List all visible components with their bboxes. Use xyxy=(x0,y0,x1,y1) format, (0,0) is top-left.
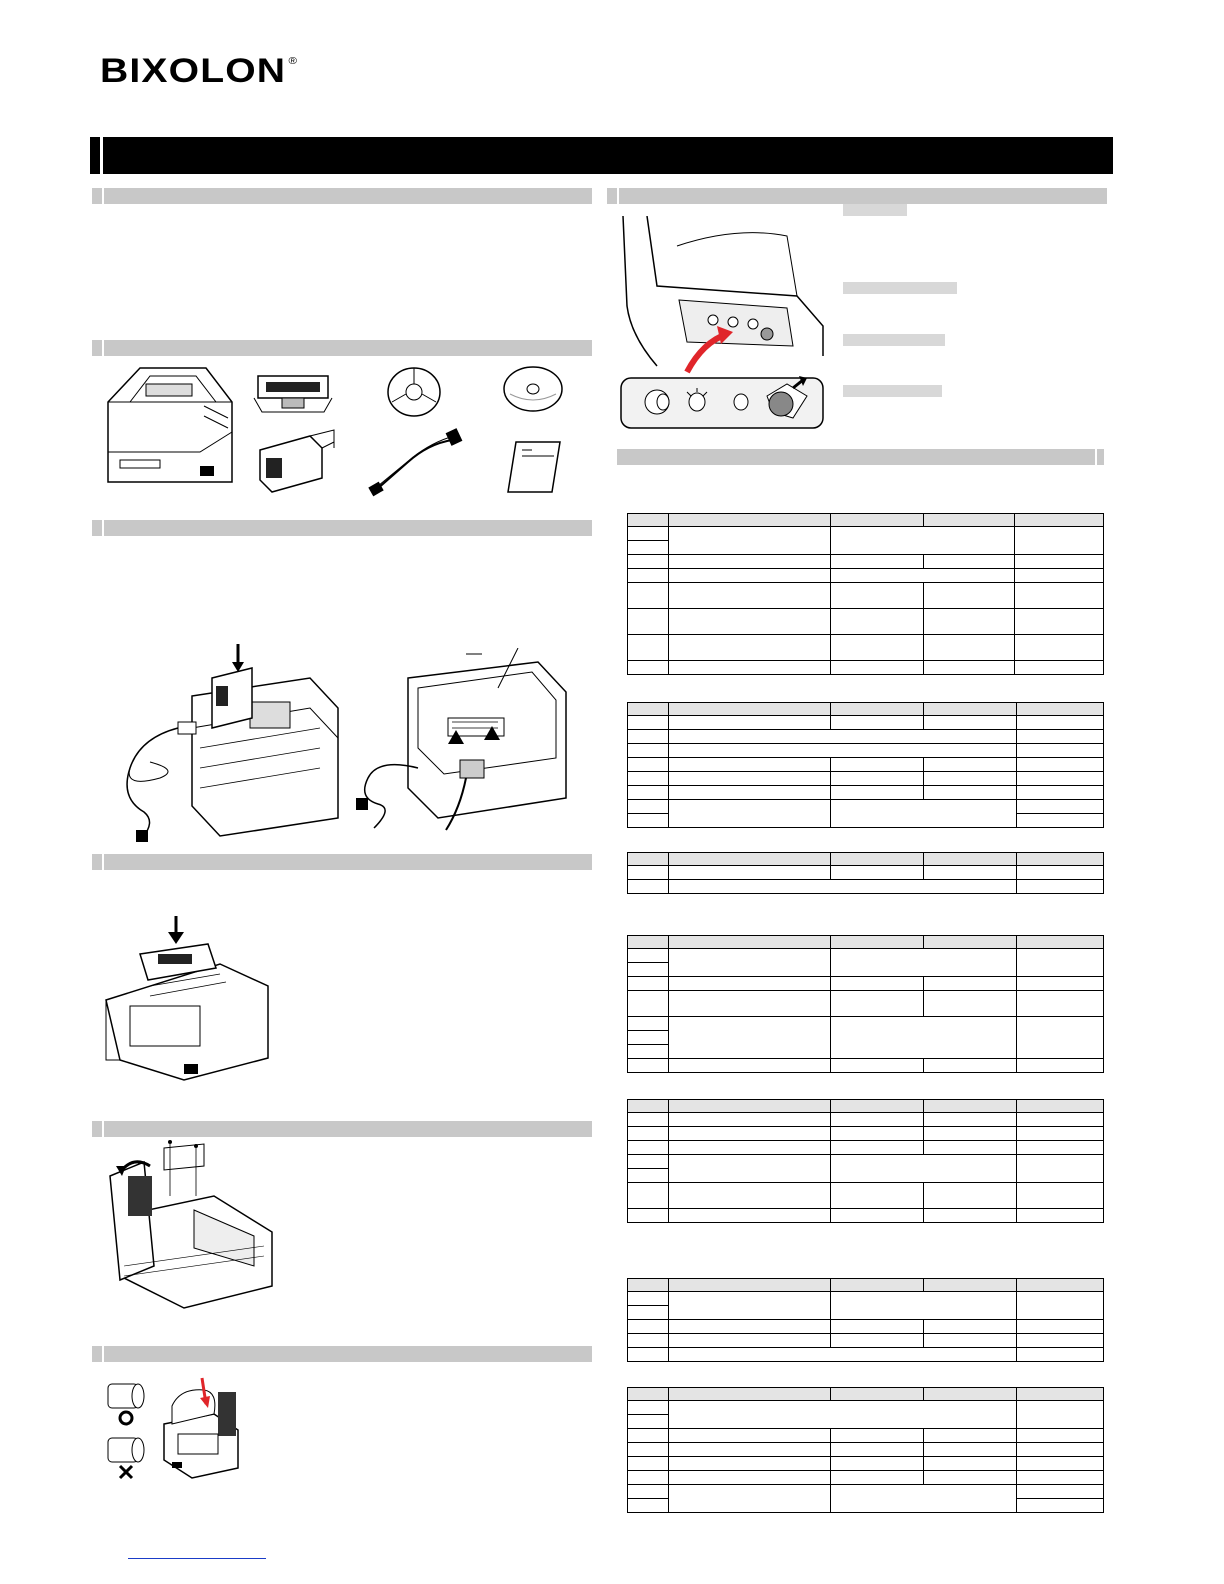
adapter-connection-illustration xyxy=(120,638,348,844)
table-row xyxy=(628,1183,1104,1209)
table-row xyxy=(628,866,1104,880)
table-row xyxy=(628,569,1104,583)
section-bar-3 xyxy=(92,520,592,536)
table-row xyxy=(628,1443,1104,1457)
paper-roll-correct-icon xyxy=(104,1380,148,1426)
table-row xyxy=(628,1209,1104,1223)
table-row xyxy=(628,1017,1104,1031)
section-bar-5 xyxy=(92,1121,592,1137)
table-row xyxy=(628,1334,1104,1348)
document-title-bar xyxy=(90,137,1113,174)
table-row xyxy=(628,1127,1104,1141)
label-placeholder-3 xyxy=(843,334,945,346)
table-row xyxy=(628,661,1104,675)
paper-roll-icon xyxy=(384,362,444,422)
table-row xyxy=(628,730,1104,744)
manual-booklet-icon xyxy=(506,440,562,494)
interface-connection-illustration xyxy=(348,648,570,844)
label-placeholder-1 xyxy=(843,204,907,216)
section-bar-6 xyxy=(92,1346,592,1362)
table-row xyxy=(628,1457,1104,1471)
paper-roll-wrong-icon xyxy=(104,1434,148,1480)
table-row xyxy=(628,1320,1104,1334)
table-row xyxy=(628,949,1104,963)
paper-load-illustration xyxy=(158,1374,242,1480)
table-header-row xyxy=(628,514,1104,527)
table-header-row xyxy=(628,1100,1104,1113)
table-header-row xyxy=(628,1388,1104,1401)
dip-switch-table-6 xyxy=(627,1278,1104,1362)
table-row xyxy=(628,991,1104,1017)
label-placeholder-2 xyxy=(843,282,957,294)
table-row xyxy=(628,1155,1104,1169)
table-row xyxy=(628,1141,1104,1155)
table-row xyxy=(628,583,1104,609)
registered-mark: ® xyxy=(288,56,299,67)
dip-switch-table-5 xyxy=(627,1099,1104,1223)
power-cord-icon xyxy=(368,426,468,498)
table-row xyxy=(628,1059,1104,1073)
ribbon-cassette-icon xyxy=(252,368,334,414)
table-row xyxy=(628,716,1104,730)
control-panel-illustration xyxy=(617,216,827,432)
table-header-row xyxy=(628,703,1104,716)
table-row xyxy=(628,527,1104,541)
dip-switch-table-3 xyxy=(627,852,1104,894)
table-row xyxy=(628,1471,1104,1485)
section-bar-4 xyxy=(92,854,592,870)
cover-removal-illustration xyxy=(104,1136,274,1312)
table-row xyxy=(628,744,1104,758)
table-row xyxy=(628,1429,1104,1443)
section-bar-2 xyxy=(92,340,592,356)
table-row xyxy=(628,609,1104,635)
printer-illustration xyxy=(100,362,236,498)
power-adapter-icon xyxy=(250,428,340,498)
table-row xyxy=(628,786,1104,800)
dip-switch-table-2 xyxy=(627,702,1104,828)
table-row xyxy=(628,1292,1104,1306)
table-row xyxy=(628,977,1104,991)
table-row xyxy=(628,635,1104,661)
table-row xyxy=(628,758,1104,772)
section-bar-1 xyxy=(92,188,592,204)
table-row xyxy=(628,1113,1104,1127)
dip-switch-table-7 xyxy=(627,1387,1104,1513)
table-header-row xyxy=(628,936,1104,949)
table-header-row xyxy=(628,853,1104,866)
section-bar-control-panel xyxy=(607,188,1107,204)
dip-switch-table-4 xyxy=(627,935,1104,1073)
table-row xyxy=(628,1348,1104,1362)
brand-logo-text: BIXOLON xyxy=(100,52,287,90)
section-bar-dip-switch xyxy=(617,449,1104,465)
dip-switch-table-1 xyxy=(627,513,1104,675)
table-row xyxy=(628,555,1104,569)
label-placeholder-4 xyxy=(843,385,942,397)
footer-link[interactable] xyxy=(128,1558,266,1559)
table-row xyxy=(628,1485,1104,1499)
table-row xyxy=(628,800,1104,814)
table-header-row xyxy=(628,1279,1104,1292)
brand-logo xyxy=(100,52,299,91)
table-row xyxy=(628,772,1104,786)
ribbon-install-illustration xyxy=(100,910,272,1086)
table-row xyxy=(628,880,1104,894)
cd-rom-icon xyxy=(502,364,564,414)
table-row xyxy=(628,1401,1104,1415)
